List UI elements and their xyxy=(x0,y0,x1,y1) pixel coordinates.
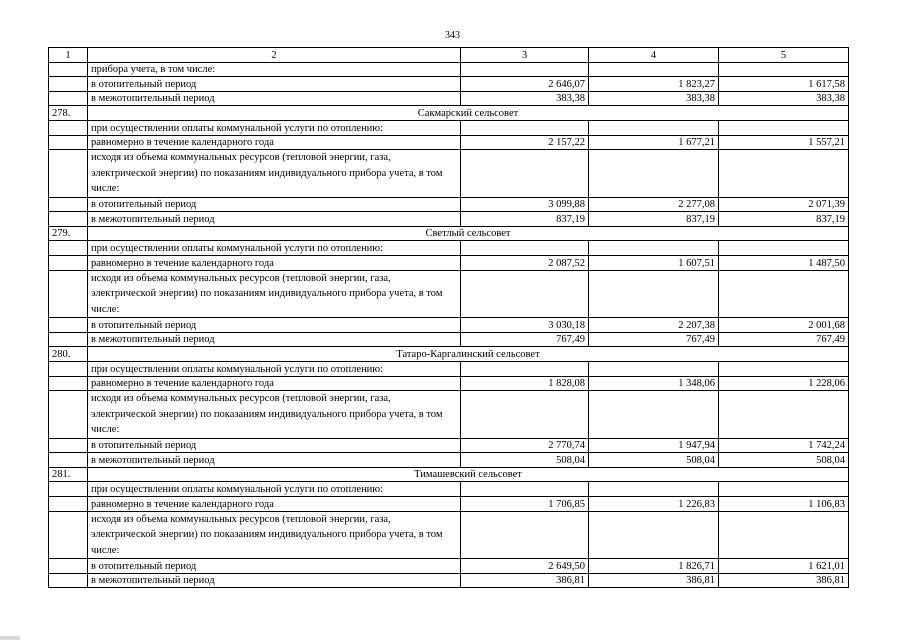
value-col-3 xyxy=(461,391,589,439)
section-title: Татаро-Каргалинский сельсовет xyxy=(88,347,849,362)
page-number: 343 xyxy=(445,30,460,41)
row-number: 279. xyxy=(49,226,88,241)
value-col-3: 3 099,88 xyxy=(461,197,589,212)
section-row xyxy=(49,347,849,362)
value-col-5: 508,04 xyxy=(719,453,849,468)
row-label: в межотопительный период xyxy=(88,332,461,347)
section-title: Светлый сельсовет xyxy=(88,226,849,241)
value-col-4: 1 607,51 xyxy=(589,256,719,271)
value-col-4 xyxy=(589,120,719,135)
value-col-3 xyxy=(461,150,589,198)
value-col-4: 837,19 xyxy=(589,212,719,227)
row-number xyxy=(49,91,88,106)
row-number xyxy=(49,270,88,318)
row-label: в отопительный период xyxy=(88,197,461,212)
table-row xyxy=(49,453,849,468)
value-col-3 xyxy=(461,270,589,318)
value-col-5: 1 557,21 xyxy=(719,135,849,150)
row-label: при осуществлении оплаты коммунальной услуги по отоплению: xyxy=(88,241,461,256)
table-row xyxy=(49,482,849,497)
row-label: при осуществлении оплаты коммунальной услуги по отоплению: xyxy=(88,482,461,497)
row-number xyxy=(49,391,88,439)
header-col-3: 3 xyxy=(461,48,589,63)
value-col-5: 1 106,83 xyxy=(719,496,849,511)
scan-edge-mark xyxy=(0,636,20,640)
value-col-4 xyxy=(589,62,719,77)
value-col-3: 2 770,74 xyxy=(461,438,589,453)
table-row xyxy=(49,573,849,588)
value-col-5: 386,81 xyxy=(719,573,849,588)
section-row xyxy=(49,467,849,482)
value-col-3 xyxy=(461,511,589,559)
value-col-5 xyxy=(719,120,849,135)
row-label: в межотопительный период xyxy=(88,91,461,106)
value-col-3: 508,04 xyxy=(461,453,589,468)
value-col-4: 1 947,94 xyxy=(589,438,719,453)
value-col-5 xyxy=(719,270,849,318)
value-col-3: 386,81 xyxy=(461,573,589,588)
value-col-4 xyxy=(589,391,719,439)
value-col-4: 1 826,71 xyxy=(589,559,719,574)
row-label: в межотопительный период xyxy=(88,212,461,227)
value-col-3: 383,38 xyxy=(461,91,589,106)
value-col-4 xyxy=(589,150,719,198)
header-col-2: 2 xyxy=(88,48,461,63)
row-number xyxy=(49,573,88,588)
value-col-3 xyxy=(461,62,589,77)
value-col-4 xyxy=(589,511,719,559)
table-row xyxy=(49,559,849,574)
row-number xyxy=(49,438,88,453)
value-col-5: 1 228,06 xyxy=(719,376,849,391)
header-col-1: 1 xyxy=(49,48,88,63)
row-number xyxy=(49,256,88,271)
row-number xyxy=(49,482,88,497)
value-col-5: 1 621,01 xyxy=(719,559,849,574)
table-row xyxy=(49,135,849,150)
row-label: в отопительный период xyxy=(88,438,461,453)
table-row xyxy=(49,197,849,212)
section-row xyxy=(49,226,849,241)
value-col-5: 383,38 xyxy=(719,91,849,106)
value-col-3: 2 649,50 xyxy=(461,559,589,574)
value-col-3: 767,49 xyxy=(461,332,589,347)
row-number xyxy=(49,332,88,347)
value-col-5 xyxy=(719,511,849,559)
section-title: Тимашевский сельсовет xyxy=(88,467,849,482)
header-col-5: 5 xyxy=(719,48,849,63)
value-col-5: 767,49 xyxy=(719,332,849,347)
value-col-5: 1 617,58 xyxy=(719,77,849,92)
row-number xyxy=(49,120,88,135)
row-number xyxy=(49,135,88,150)
value-col-4: 2 277,08 xyxy=(589,197,719,212)
value-col-3 xyxy=(461,482,589,497)
value-col-4: 383,38 xyxy=(589,91,719,106)
row-number xyxy=(49,150,88,198)
table-row xyxy=(49,77,849,92)
value-col-3: 2 087,52 xyxy=(461,256,589,271)
row-number xyxy=(49,453,88,468)
row-label: в отопительный период xyxy=(88,77,461,92)
row-label: исходя из объема коммунальных ресурсов (тепловой энергии, газа, электрической энергии) по показаниям индивидуального прибора учета, в том числе: xyxy=(88,391,461,439)
row-number xyxy=(49,559,88,574)
table-row xyxy=(49,438,849,453)
value-col-4: 767,49 xyxy=(589,332,719,347)
value-col-5 xyxy=(719,482,849,497)
table-row-multiline xyxy=(49,511,849,559)
row-label: в межотопительный период xyxy=(88,453,461,468)
table-row xyxy=(49,241,849,256)
table-row xyxy=(49,376,849,391)
value-col-3: 3 030,18 xyxy=(461,318,589,333)
table-row xyxy=(49,332,849,347)
value-col-5: 2 001,68 xyxy=(719,318,849,333)
row-label: в отопительный период xyxy=(88,318,461,333)
value-col-4: 1 348,06 xyxy=(589,376,719,391)
row-label: равномерно в течение календарного года xyxy=(88,135,461,150)
tariff-table xyxy=(48,47,849,588)
value-col-5: 2 071,39 xyxy=(719,197,849,212)
value-col-3: 2 157,22 xyxy=(461,135,589,150)
value-col-5 xyxy=(719,361,849,376)
row-label: равномерно в течение календарного года xyxy=(88,256,461,271)
value-col-5 xyxy=(719,391,849,439)
table-row xyxy=(49,91,849,106)
value-col-4: 1 226,83 xyxy=(589,496,719,511)
value-col-3: 1 828,08 xyxy=(461,376,589,391)
table-row-multiline xyxy=(49,150,849,198)
row-number xyxy=(49,318,88,333)
row-label: исходя из объема коммунальных ресурсов (тепловой энергии, газа, электрической энергии) по показаниям индивидуального прибора учета, в том числе: xyxy=(88,511,461,559)
row-label: при осуществлении оплаты коммунальной услуги по отоплению: xyxy=(88,120,461,135)
table-row xyxy=(49,120,849,135)
row-number: 280. xyxy=(49,347,88,362)
value-col-5 xyxy=(719,150,849,198)
value-col-4: 386,81 xyxy=(589,573,719,588)
value-col-5: 1 487,50 xyxy=(719,256,849,271)
section-title: Сакмарский сельсовет xyxy=(88,106,849,121)
table-body xyxy=(49,62,849,588)
row-number xyxy=(49,62,88,77)
value-col-3: 2 646,07 xyxy=(461,77,589,92)
row-label: равномерно в течение календарного года xyxy=(88,376,461,391)
row-label: равномерно в течение календарного года xyxy=(88,496,461,511)
row-label: исходя из объема коммунальных ресурсов (тепловой энергии, газа, электрической энергии) по показаниям индивидуального прибора учета, в том числе: xyxy=(88,150,461,198)
value-col-5 xyxy=(719,62,849,77)
value-col-3: 1 706,85 xyxy=(461,496,589,511)
row-number xyxy=(49,376,88,391)
value-col-5 xyxy=(719,241,849,256)
table-row xyxy=(49,256,849,271)
table-row xyxy=(49,361,849,376)
table-row xyxy=(49,212,849,227)
table-row xyxy=(49,62,849,77)
value-col-4 xyxy=(589,270,719,318)
row-number xyxy=(49,212,88,227)
row-number xyxy=(49,511,88,559)
value-col-3 xyxy=(461,120,589,135)
row-number xyxy=(49,496,88,511)
value-col-3 xyxy=(461,241,589,256)
table-row-multiline xyxy=(49,391,849,439)
row-label: при осуществлении оплаты коммунальной услуги по отоплению: xyxy=(88,361,461,376)
row-number xyxy=(49,361,88,376)
value-col-4: 1 677,21 xyxy=(589,135,719,150)
section-row xyxy=(49,106,849,121)
row-number xyxy=(49,197,88,212)
value-col-4 xyxy=(589,482,719,497)
value-col-4: 2 207,38 xyxy=(589,318,719,333)
row-number: 281. xyxy=(49,467,88,482)
value-col-4: 1 823,27 xyxy=(589,77,719,92)
value-col-3 xyxy=(461,361,589,376)
row-label: в отопительный период xyxy=(88,559,461,574)
row-label: в межотопительный период xyxy=(88,573,461,588)
value-col-4 xyxy=(589,361,719,376)
header-col-4: 4 xyxy=(589,48,719,63)
row-label: прибора учета, в том числе: xyxy=(88,62,461,77)
value-col-4 xyxy=(589,241,719,256)
row-number xyxy=(49,241,88,256)
table-row-multiline xyxy=(49,270,849,318)
table-header-row xyxy=(49,48,849,63)
value-col-5: 1 742,24 xyxy=(719,438,849,453)
row-number: 278. xyxy=(49,106,88,121)
value-col-4: 508,04 xyxy=(589,453,719,468)
row-number xyxy=(49,77,88,92)
table-row xyxy=(49,496,849,511)
value-col-5: 837,19 xyxy=(719,212,849,227)
value-col-3: 837,19 xyxy=(461,212,589,227)
table-row xyxy=(49,318,849,333)
row-label: исходя из объема коммунальных ресурсов (тепловой энергии, газа, электрической энергии) по показаниям индивидуального прибора учета, в том числе: xyxy=(88,270,461,318)
